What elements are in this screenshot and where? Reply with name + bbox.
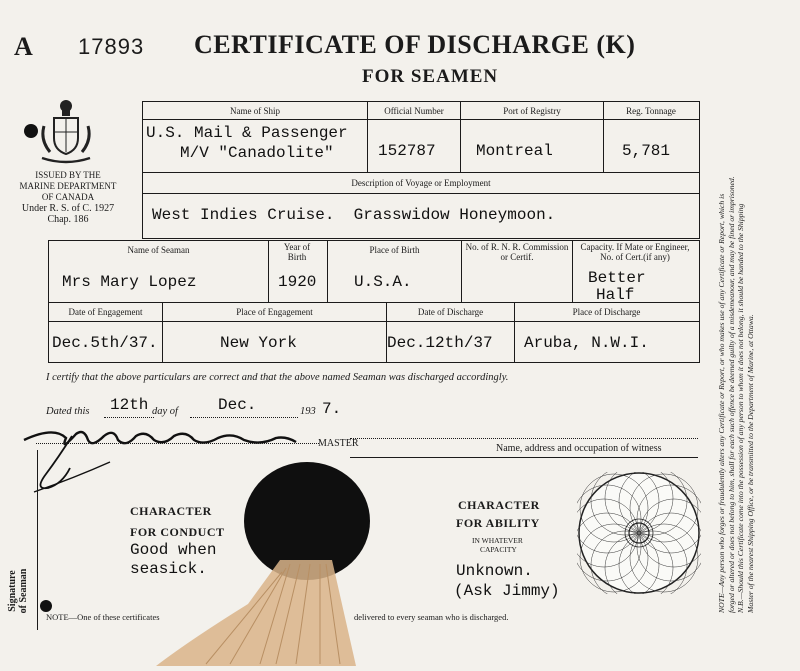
value-place-discharge: Aruba, N.W.I. [524, 334, 649, 352]
dated-year-digit: 7. [322, 400, 342, 418]
label-capacity: Capacity. If Mate or Engineer, No. of Cert.(if any) [580, 242, 690, 262]
ability-value-line-2: (Ask Jimmy) [454, 582, 560, 600]
value-official-number: 152787 [378, 142, 436, 160]
punch-hole-top [24, 124, 38, 138]
certificate-subtitle: FOR SEAMEN [362, 66, 499, 87]
issuer-line-3: OF CANADA [41, 192, 95, 202]
series-letter: A [14, 32, 34, 61]
conduct-title-2: FOR CONDUCT [130, 525, 225, 539]
certificate-number: 17893 [78, 34, 145, 59]
coat-of-arms-emblem [36, 96, 96, 168]
ability-sub-2: CAPACITY [480, 545, 517, 554]
ability-value-line-1: Unknown. [456, 562, 533, 580]
ability-title-2: FOR ABILITY [456, 516, 540, 530]
label-name-of-ship: Name of Ship [230, 106, 280, 116]
bottom-note-end: delivered to every seaman who is discharged. [354, 612, 509, 622]
label-rnr-commission: No. of R. N. R. Commission or Certif. [465, 242, 569, 262]
label-place-discharge: Place of Discharge [572, 307, 641, 317]
ability-sub-1: IN WHATEVER [472, 536, 523, 545]
signature-label-line-1: Signature [7, 570, 18, 612]
value-capacity-line-1: Better [588, 269, 646, 287]
value-voyage: West Indies Cruise. Grasswidow Honeymoon. [152, 206, 556, 224]
label-place-of-birth: Place of Birth [369, 245, 420, 255]
bottom-note-start: NOTE—One of these certificates [46, 612, 160, 622]
dated-year-prefix: 193 [300, 406, 316, 417]
value-place-of-birth: U.S.A. [354, 273, 412, 291]
side-note-line-4: Master of the nearest Shipping Office, or be transmitted to the Department of Marine, at Ottawa. [745, 314, 755, 613]
value-seaman-name: Mrs Mary Lopez [62, 273, 197, 291]
label-voyage: Description of Voyage or Employment [351, 178, 491, 188]
value-date-engagement: Dec.5th/37. [52, 334, 158, 352]
label-reg-tonnage: Reg. Tonnage [626, 106, 676, 116]
value-reg-tonnage: 5,781 [622, 142, 671, 160]
value-ship-name-line-2: M/V "Canadolite" [180, 144, 334, 162]
dated-prefix: Dated this [46, 406, 90, 417]
witness-label: Name, address and occupation of witness [496, 443, 662, 454]
side-legal-note [717, 53, 755, 613]
issuer-line-2: MARINE DEPARTMENT [19, 181, 117, 191]
side-note-line-1: NOTE—Any person who forges or fraudulently alters any Certificate or Report, or who makes use of any Certificate or Report, which is [717, 193, 726, 613]
conduct-value-line-1: Good when [130, 541, 217, 559]
label-seaman-name: Name of Seaman [127, 245, 190, 255]
label-year-of-birth: Year of Birth [283, 242, 311, 262]
label-date-discharge: Date of Discharge [417, 307, 484, 317]
value-ship-name-line-1: U.S. Mail & Passenger [146, 124, 348, 142]
issuer-block [8, 170, 128, 225]
master-label: MASTER [318, 438, 359, 449]
certificate-title: CERTIFICATE OF DISCHARGE (K) [194, 30, 636, 59]
label-date-engagement: Date of Engagement [68, 307, 143, 317]
issuer-line-1: ISSUED BY THE [35, 170, 101, 180]
punch-hole-bottom [40, 600, 52, 612]
dated-day: 12th [110, 396, 149, 414]
label-official-number: Official Number [384, 106, 444, 116]
value-port-of-registry: Montreal [476, 142, 553, 160]
ability-title-1: CHARACTER [458, 498, 540, 512]
label-port-of-registry: Port of Registry [503, 106, 561, 116]
conduct-value-line-2: seasick. [130, 560, 207, 578]
value-year-of-birth: 1920 [278, 273, 317, 291]
label-place-engagement: Place of Engagement [236, 307, 313, 317]
value-capacity-line-2: Half [596, 286, 635, 304]
dated-day-of: day of [152, 406, 178, 417]
conduct-title-1: CHARACTER [130, 504, 212, 518]
value-place-engagement: New York [220, 334, 297, 352]
embossed-stamp [577, 472, 701, 594]
issuer-line-4: Under R. S. of C. 1927 [21, 203, 115, 214]
signature-label-line-2: of Seaman [18, 568, 29, 614]
value-date-discharge: Dec.12th/37 [387, 334, 493, 352]
issuer-line-5: Chap. 186 [47, 214, 89, 225]
signature-of-seaman-label [7, 549, 29, 633]
side-note-line-2: forged or altered or does not belong to him, shall for each such offence be deemed guilty of a misdemeanour, and may be fined or imprisoned. [726, 176, 736, 613]
side-note-line-3: N.B.—Should this Certificate come into the possession of any person to whom it does not belong, it should be handed to the Shipping [736, 203, 745, 613]
dated-month: Dec. [218, 396, 257, 414]
certify-statement: I certify that the above particulars are correct and that the above named Seaman was discharged accordingly. [46, 372, 509, 383]
